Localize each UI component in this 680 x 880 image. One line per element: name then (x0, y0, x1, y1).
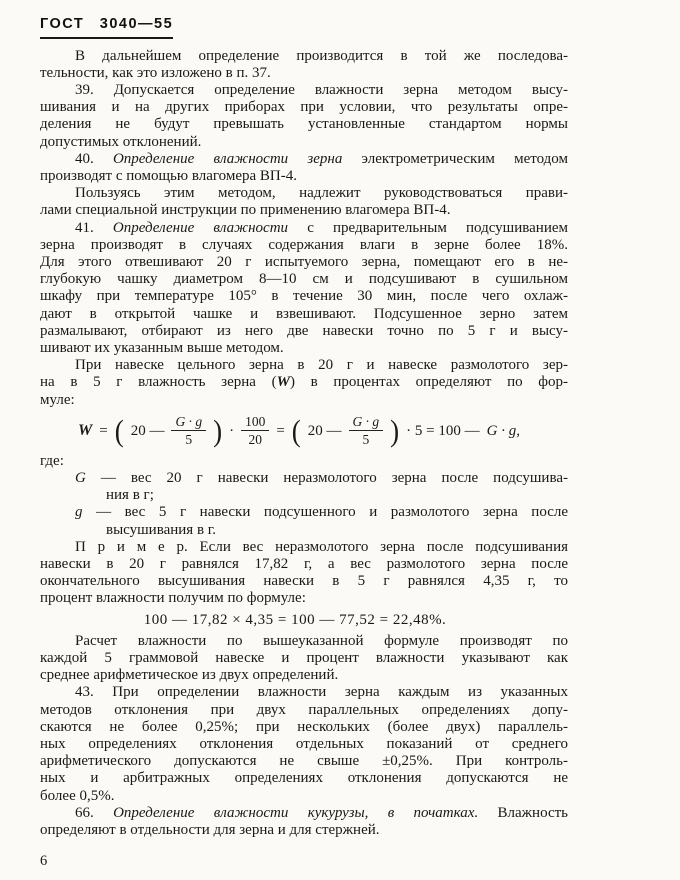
text-segment: арифметического допускаются не свыше ±0,25%. При контроль- (40, 753, 568, 770)
text-segment: процент влажности получим по формуле: (40, 590, 306, 607)
text-segment: Влажность (478, 804, 568, 821)
text-line (40, 357, 568, 374)
paragraph (40, 82, 568, 151)
text-line (40, 48, 568, 65)
text-segment: допустимых отклонений. (40, 133, 202, 150)
text-segment: ных определениях отклонения отдельных показаний от среднего (40, 736, 568, 753)
text-segment: 39. Допускается определение влажности зерна методом высу- (75, 81, 568, 98)
text-segment: шивают их указанным выше методом. (40, 339, 284, 356)
text-segment: методов отклонения при двух параллельных определениях допу- (40, 701, 568, 718)
text-line (40, 788, 568, 805)
text-segment: — вес 20 г навески неразмолотого зерна после подсушива- (85, 470, 568, 486)
text-segment: Определение влажности кукурузы, в початках. (113, 804, 479, 821)
page-number: 6 (40, 853, 48, 870)
text-segment: П р и м е р. Если вес неразмолотого зерна после подсушивания (75, 538, 568, 555)
paragraph (40, 633, 568, 685)
formula-product: G · g, (486, 422, 520, 439)
text-segment: ) в процентах определяют по фор- (289, 374, 568, 391)
text-segment: Определение влажности зерна (112, 150, 343, 167)
text-segment: тельности, как это изложено в п. 37. (40, 64, 271, 81)
formula-term: 20 — (130, 422, 165, 439)
text-segment: определяют в отдельности для зерна и для стержней. (40, 822, 380, 839)
text-line (40, 633, 568, 650)
document-body (40, 48, 568, 840)
text-line (40, 271, 568, 288)
text-segment: глубокую чашку диаметром 8—10 см и подсушивают в сушильном (40, 271, 568, 288)
text-segment: среднее арифметическое из двух определений. (40, 667, 339, 684)
text-segment: где: (40, 452, 64, 469)
formula-main (40, 414, 558, 448)
text-line (40, 590, 568, 607)
text-segment: g (75, 504, 83, 521)
paragraph (40, 684, 568, 804)
fraction-numerator: G · g (349, 414, 384, 432)
text-line (40, 374, 568, 391)
text-segment: шивания и на других приборах при условии, что результаты опре- (40, 99, 568, 116)
text-segment: электрометрическим методом (342, 150, 568, 167)
text-line (40, 650, 568, 667)
fraction-denominator: 5 (185, 432, 193, 448)
gost-standard-header: ГОСТ 3040—55 (40, 17, 173, 39)
text-line (40, 237, 568, 254)
close-paren: ) (390, 413, 400, 448)
text-segment: шкафу при температуре 105° в течение 30 мин, после чего охлаж- (40, 288, 568, 305)
equals-sign: = (99, 422, 108, 439)
text-segment: производят с помощью влагомера ВП-4. (40, 167, 298, 184)
text-line (40, 487, 568, 504)
text-segment: 40. (75, 150, 113, 167)
text-line (40, 65, 568, 82)
close-paren: ) (213, 413, 223, 448)
paragraph (40, 48, 568, 82)
fraction-denominator: 20 (248, 432, 262, 448)
text-line (40, 116, 568, 133)
text-segment: 43. При определении влажности зерна каждым из указанных (75, 684, 568, 701)
text-line (40, 753, 568, 770)
text-segment: высушивания в г. (106, 521, 216, 538)
open-paren: ( (291, 413, 301, 448)
text-segment: каждой 5 граммовой навеске и процент влажности указывают как (40, 650, 568, 667)
paragraph (40, 357, 568, 409)
equals-sign: = (276, 422, 285, 439)
text-segment: 66. (75, 804, 114, 821)
text-line (40, 168, 568, 185)
paragraph (40, 453, 568, 470)
text-segment: зерна производят в случаях содержания влаги в зерне более 18%. (40, 236, 568, 253)
text-segment: навески в 20 г равнялся 17,82 г, а вес размолотого зерна после (40, 556, 568, 573)
text-segment: В дальнейшем определение производится в той же последова- (75, 47, 568, 64)
text-line (40, 453, 568, 470)
text-segment: Пользуясь этим методом, надлежит руководствоваться прави- (75, 185, 568, 202)
text-segment: ния в г; (106, 487, 154, 504)
text-line (40, 805, 568, 822)
text-segment: дают в открытой чашке и взвешивают. Подсушенное зерно затем (40, 305, 568, 322)
paragraph (40, 151, 568, 185)
text-segment: более 0,5%. (40, 787, 115, 804)
text-segment: W (276, 374, 290, 391)
paragraph (40, 185, 568, 219)
text-line (40, 684, 568, 701)
fraction-gg-over-5 (171, 414, 206, 448)
text-segment: окончательного высушивания навески в 5 г равнялся 4,35 г, то (40, 573, 568, 590)
text-segment: ных и арбитражных определениях отклонения допускаются не (40, 770, 568, 787)
text-line (40, 99, 568, 116)
fraction-gg-over-5 (349, 414, 384, 448)
text-line (40, 254, 568, 271)
text-segment: 41. (75, 219, 113, 236)
text-line (40, 822, 568, 839)
text-segment: Для этого отвешивают 20 г испытуемого зерна, помещают его в не- (40, 253, 568, 270)
paragraph (40, 805, 568, 839)
text-line (40, 185, 568, 202)
paragraph (40, 504, 568, 538)
text-segment: При навеске цельного зерна в 20 г и навеске размолотого зер- (75, 357, 568, 374)
text-segment: G (75, 470, 86, 486)
fraction-numerator: 100 (241, 414, 269, 432)
text-segment: лами специальной инструкции по применению влагомера ВП-4. (40, 202, 451, 219)
text-line (40, 151, 568, 168)
text-segment: Расчет влажности по вышеуказанной формуле производят по (75, 632, 568, 649)
formula-term: 20 — (307, 422, 342, 439)
text-segment: деления не будут превышать установленные стандартом нормы (40, 116, 568, 133)
formula-tail: · 5 = 100 — (406, 422, 480, 439)
text-line (40, 719, 568, 736)
text-line (40, 736, 568, 753)
text-line (40, 504, 568, 521)
text-line (40, 220, 568, 237)
fraction-numerator: G · g (171, 414, 206, 432)
text-segment: муле: (40, 391, 75, 408)
text-line (40, 323, 568, 340)
text-line (40, 202, 568, 219)
text-line (40, 539, 568, 556)
text-line (40, 392, 568, 409)
text-line (40, 134, 568, 151)
text-line (40, 288, 568, 305)
text-segment: на в 5 г влажность зерна ( (40, 374, 277, 391)
paragraph (40, 539, 568, 608)
formula-example: 100 — 17,82 × 4,35 = 100 — 77,52 = 22,48%. (143, 611, 447, 628)
text-segment: размалывают, отбирают из него две навески точно по 5 г и высу- (40, 322, 568, 339)
text-line (40, 702, 568, 719)
paragraph (40, 220, 568, 358)
text-line (40, 470, 568, 487)
text-segment: — вес 5 г навески подсушенного и размолотого зерна после (82, 504, 568, 521)
text-line (40, 573, 568, 590)
text-line (40, 306, 568, 323)
text-line (40, 556, 568, 573)
section-before-formula (40, 48, 568, 409)
multiply-dot: · (229, 422, 235, 439)
text-segment: Определение влажности (112, 219, 289, 236)
text-line (40, 667, 568, 684)
text-line (40, 770, 568, 787)
text-line (40, 82, 568, 99)
text-line (40, 340, 568, 357)
fraction-denominator: 5 (362, 432, 370, 448)
text-line (40, 522, 568, 539)
section-after-example (40, 633, 568, 839)
fraction-100-over-20 (241, 414, 269, 448)
text-segment: с предварительным подсушиванием (288, 219, 568, 236)
formula-variable-w: W (78, 421, 93, 439)
section-definitions-example (40, 453, 568, 608)
open-paren: ( (114, 413, 124, 448)
text-segment: скаются не более 0,25%; при нескольких (более двух) параллель- (40, 718, 568, 735)
paragraph (40, 470, 568, 504)
